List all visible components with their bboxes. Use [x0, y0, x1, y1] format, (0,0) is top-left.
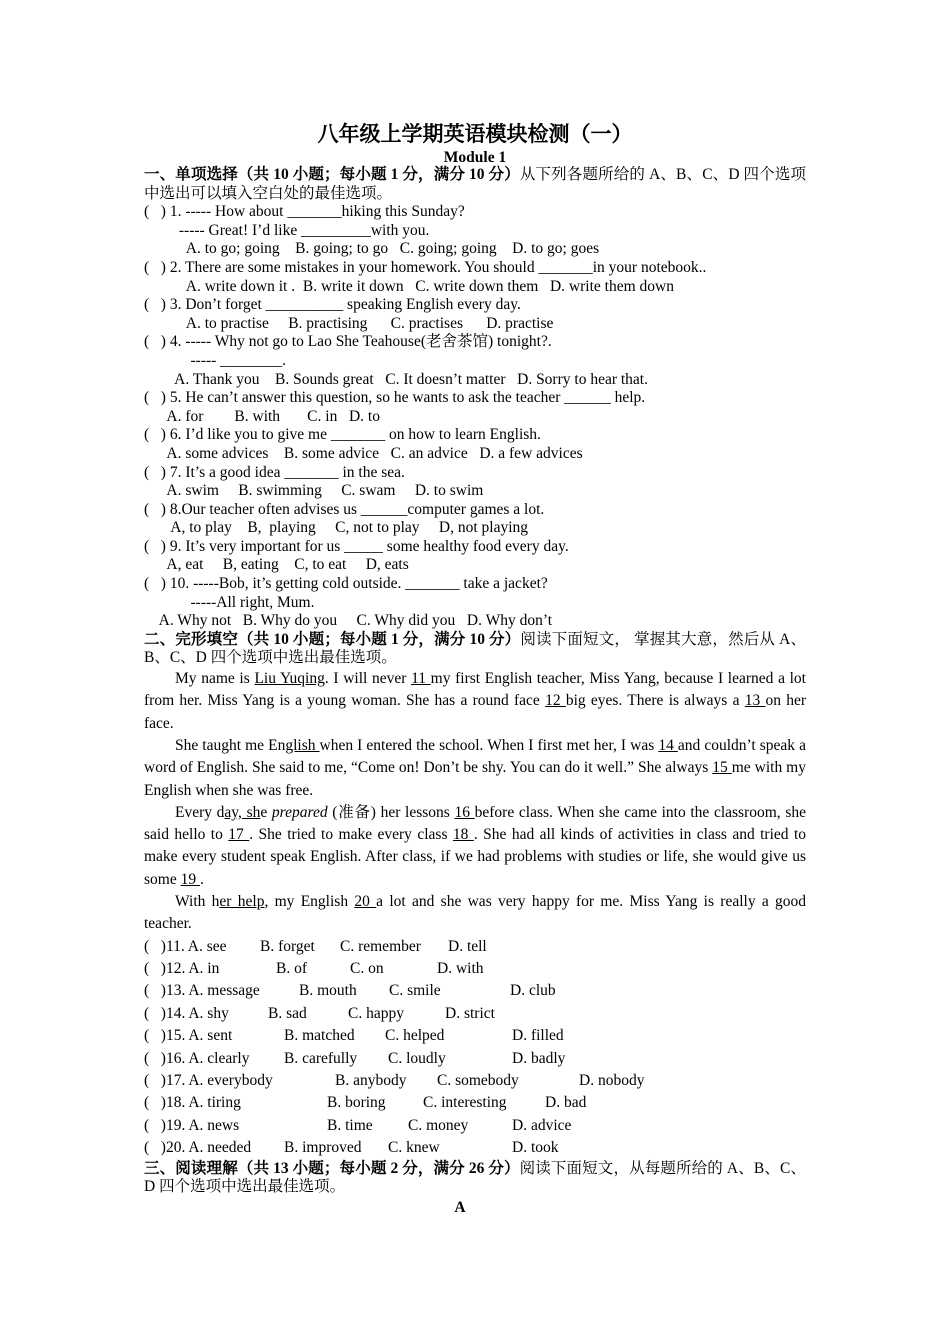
choice-option-c: C. remember [340, 937, 421, 955]
choice-option-a: ( )20. A. needed [144, 1139, 252, 1157]
choice-option-b: B. of [276, 959, 307, 977]
choice-option-b: B. forget [260, 937, 315, 955]
choice-row [144, 1137, 806, 1159]
question-line: -----All right, Mum. [144, 593, 315, 611]
choice-option-c: C. interesting [423, 1094, 507, 1112]
choice-row [144, 1003, 806, 1025]
section1-header [144, 166, 806, 203]
question-line: ( ) 6. I’d like you to give me _______ on how to learn English. [144, 426, 541, 444]
choice-option-b: B. improved [284, 1139, 362, 1157]
question-line: A. Thank you B. Sounds great C. It doesn’t matter D. Sorry to hear that. [144, 370, 648, 388]
choice-option-a: ( )14. A. shy [144, 1004, 229, 1022]
choice-option-c: C. on [350, 959, 384, 977]
question-line: ----- Great! I’d like _________with you. [144, 221, 430, 239]
choice-option-c: C. happy [348, 1004, 404, 1022]
choice-option-a: ( )18. A. tiring [144, 1094, 241, 1112]
choice-row [144, 1070, 806, 1092]
question-line: A. for B. with C. in D. to [144, 407, 380, 425]
question-line: A. Why not B. Why do you C. Why did you D. Why don’t [144, 612, 553, 630]
blank-17: 17 [228, 826, 250, 844]
blank-16: 16 [454, 803, 475, 821]
section1-questions [144, 203, 806, 631]
question-line: ( ) 10. -----Bob, it’s getting cold outside. _______ take a jacket? [144, 575, 548, 593]
question-line: A, eat B, eating C, to eat D, eats [144, 556, 409, 574]
choice-option-a: ( )19. A. news [144, 1116, 240, 1134]
choice-option-d: D. bad [545, 1094, 587, 1112]
reading-part-label: A [454, 1198, 466, 1216]
choice-option-b: B. time [327, 1116, 373, 1134]
section1-instruction: 从下列各题所给的 A、B、C、D 四个选项中选出可以填入空白处的最佳选项。 [144, 166, 806, 202]
section2-heading: 二、完形填空（共 10 小题；每小题 1 分，满分 10 分） [144, 630, 521, 648]
question-line: A. to practise B. practising C. practises D. practise [144, 314, 554, 332]
section3-instruction: 阅读下面短文，从每题所给的 A、B、C、D 四个选项中选出最佳选项。 [144, 1159, 806, 1196]
choice-option-c: C. loudly [388, 1049, 446, 1067]
blank-19: 19 [180, 870, 200, 888]
choice-option-d: D. strict [445, 1004, 495, 1022]
choice-option-d: D. badly [512, 1049, 566, 1067]
cloze-passage [144, 668, 806, 936]
choice-option-a: ( )17. A. everybody [144, 1071, 273, 1089]
blank-18: 18 [452, 826, 474, 844]
section1-heading: 一、单项选择（共 10 小题；每小题 1 分，满分 10 分） [144, 166, 520, 183]
section3-header [144, 1160, 806, 1197]
choice-option-c: C. money [408, 1116, 469, 1134]
choice-option-a: ( )11. A. see [144, 937, 227, 955]
blank-15: 15 [712, 759, 732, 777]
choice-option-d: D. with [437, 959, 484, 977]
passage-paragraph: She taught me English when I entered the school. When I first met her, I was 14 and couldn’t speak a word of English. She said to me, “Come on! Don’t be shy. You can do it well.” She always 15 me with my English when she was free. [144, 736, 806, 799]
module-label: Module 1 [443, 149, 507, 166]
question-line: ( ) 5. He can’t answer this question, so he wants to ask the teacher ______ help. [144, 389, 646, 407]
choice-option-c: C. helped [385, 1027, 445, 1045]
choice-option-a: ( )15. A. sent [144, 1027, 233, 1045]
choice-row [144, 936, 806, 958]
section2-header [144, 631, 806, 668]
question-line: ----- ________. [144, 351, 287, 369]
question-line: ( ) 9. It’s very important for us _____ some healthy food every day. [144, 537, 569, 555]
choice-row [144, 958, 806, 980]
blank-13: 13 [744, 692, 766, 710]
question-line: ( ) 8.Our teacher often advises us ______computer games a lot. [144, 500, 545, 518]
choice-option-b: B. matched [284, 1027, 355, 1045]
passage-paragraph: With her help, my English 20 a lot and she was very happy for me. Miss Yang is really a good teacher. [144, 893, 807, 933]
blank-11: 11 [411, 670, 431, 688]
choice-option-d: D. took [512, 1139, 559, 1157]
choice-row [144, 980, 806, 1002]
choice-option-c: C. somebody [437, 1071, 519, 1089]
student-name: Liu Yuqing [254, 670, 325, 688]
choice-option-b: B. sad [268, 1004, 307, 1022]
choice-row [144, 1115, 806, 1137]
question-line: A. some advices B. some advice C. an advice D. a few advices [144, 444, 583, 462]
choice-option-b: B. carefully [284, 1049, 358, 1067]
cloze-choices [144, 936, 806, 1160]
choice-option-a: ( )12. A. in [144, 959, 220, 977]
question-line: ( ) 7. It’s a good idea _______ in the sea. [144, 463, 405, 481]
question-line: ( ) 4. ----- Why not go to Lao She Teahouse(老舍茶馆) tonight?. [144, 333, 552, 351]
choice-option-b: B. anybody [335, 1071, 407, 1089]
choice-option-b: B. mouth [299, 982, 357, 1000]
question-line: ( ) 1. ----- How about _______hiking this Sunday? [144, 203, 465, 221]
choice-option-a: ( )13. A. message [144, 982, 260, 1000]
page-title: 八年级上学期英语模块检测（一） [317, 122, 633, 146]
choice-option-a: ( )16. A. clearly [144, 1049, 250, 1067]
question-line: A, to play B, playing C, not to play D, not playing [144, 519, 529, 537]
choice-option-c: C. smile [389, 982, 441, 1000]
choice-option-d: D. filled [512, 1027, 564, 1045]
question-line: ( ) 2. There are some mistakes in your homework. You should _______in your notebook.. [144, 258, 707, 276]
choice-option-d: D. tell [448, 937, 487, 955]
question-line: A. to go; going B. going; to go C. going; going D. to go; goes [144, 240, 600, 258]
question-line: A. swim B. swimming C. swam D. to swim [144, 482, 484, 500]
choice-option-d: D. club [510, 982, 556, 1000]
question-line: A. write down it . B. write it down C. write down them D. write them down [144, 277, 674, 295]
choice-option-d: D. advice [512, 1116, 572, 1134]
question-line: ( ) 3. Don’t forget __________ speaking English every day. [144, 296, 521, 314]
blank-14: 14 [658, 736, 678, 754]
choice-option-d: D. nobody [579, 1071, 645, 1089]
blank-12: 12 [545, 692, 566, 710]
choice-row [144, 1025, 806, 1047]
passage-paragraph: My name is Liu Yuqing. I will never 11 my first English teacher, Miss Yang, because I learned a lot from her. Miss Yang is a young woman. She has a round face 12 big eyes. There is always a 13 on her face. [144, 670, 807, 732]
section2-instruction: 阅读下面短文， 掌握其大意，然后从 A、B、C、D 四个选项中选出最佳选项。 [144, 630, 806, 667]
choice-row [144, 1048, 806, 1070]
choice-row [144, 1092, 806, 1114]
exam-page [144, 118, 806, 1219]
section3-heading: 三、阅读理解（共 13 小题；每小题 2 分，满分 26 分） [144, 1159, 520, 1177]
blank-20: 20 [354, 893, 377, 910]
choice-option-c: C. knew [388, 1139, 440, 1157]
passage-paragraph: Every day, she prepared (准备) her lessons 16 before class. When she came into the classroom, she said hello to 17 . She tried to make every class 18 . She had all kinds of activities in class and tried to make every student speak English. After class, if we had problems with studies or life, she would give us some 19 . [144, 803, 807, 888]
choice-option-b: B. boring [327, 1094, 386, 1112]
